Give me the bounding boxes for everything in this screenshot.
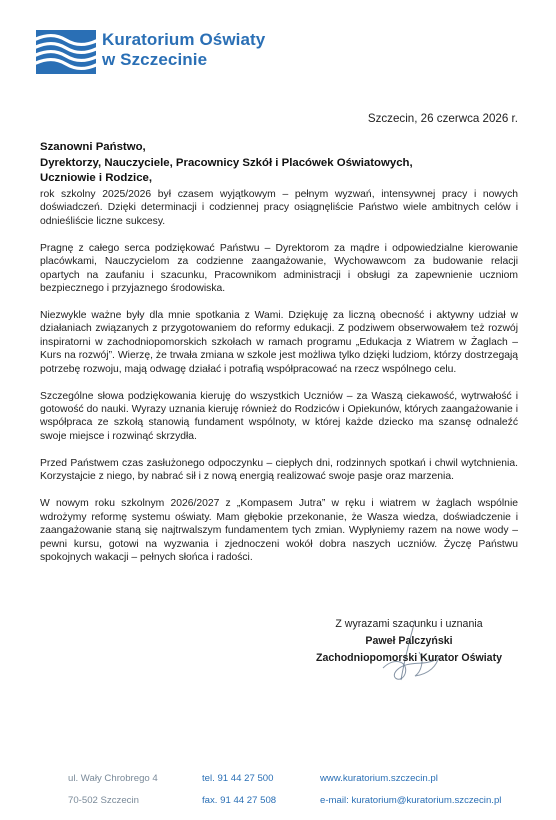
signatory-title: Zachodniopomorski Kurator Oświaty [315, 652, 502, 664]
body-paragraph: W nowym roku szkolnym 2026/2027 z „Kompasem Jutra” w ręku i wiatrem w żaglach wspólnie wdrożymy reformę systemu oświaty. Mam głębokie przekonanie, że Wasza wiedza, doświadczenie i zaangażowanie staną się najtrwalszym fundamentem tych zmian. Wypłyniemy razem na nowe wody – pewni kursu, gotowi na wyzwania i zjednoczeni wokół dobra naszych uczniów. Życzę Państwu spokojnych wakacji – pełnych słońca i radości. [40, 498, 518, 563]
footer-address [68, 768, 158, 812]
salutation-line: Dyrektorzy, Nauczyciele, Pracownicy Szkół i Placówek Oświatowych, [40, 156, 413, 169]
footer-online [320, 768, 501, 812]
body-paragraph: Przed Państwem czas zasłużonego odpoczynku – ciepłych dni, rodzinnych spotkań i chwil wytchnienia. Korzystajcie z niego, by nabrać sił i z nową energią realizować swoje pasje oraz marzenia. [40, 457, 518, 483]
phone-number[interactable]: tel. 91 44 27 500 [202, 773, 274, 784]
footer-phones [202, 768, 276, 812]
email-link[interactable]: e-mail: kuratorium@kuratorium.szczecin.pl [320, 795, 502, 806]
body-paragraph: Szczególne słowa podziękowania kieruję do wszystkich Uczniów – za Waszą ciekawość, wytrwałość i gotowość do nauki. Wyrazy uznania kieruję również do Rodziców i Opiekunów, których zaangażowanie i współpraca ze szkołą stanowią fundament wspólnoty, w której każde dziecko ma szansę odnaleźć swoje miejsce i rozwinąć skrzydła. [40, 390, 518, 442]
kuratorium-logo [36, 30, 96, 74]
closing-block [300, 616, 518, 667]
organization-name-line2: w Szczecinie [102, 50, 208, 69]
salutation-line: Szanowni Państwo, [40, 141, 146, 153]
letter-body [40, 188, 518, 578]
organization-name-line1: Kuratorium Oświaty [102, 30, 266, 49]
salutation [40, 140, 413, 187]
organization-name [102, 30, 265, 70]
website-link[interactable]: www.kuratorium.szczecin.pl [320, 773, 438, 784]
address-street: ul. Wały Chrobrego 4 [68, 773, 158, 784]
salutation-line: Uczniowie i Rodzice, [40, 172, 153, 184]
fax-number: fax. 91 44 27 508 [202, 795, 277, 806]
body-paragraph: Niezwykle ważne były dla mnie spotkania z Wami. Dziękuję za liczną obecność i aktywny udział w działaniach związanych z przygotowaniem do reformy edukacji. Z podziwem obserwowałem też rozwój inspiratorni w zachodniopomorskich szkołach w ramach programu „Edukacja z Wiatrem w Żaglach – Kurs na rozwój”. Wierzę, że trwała zmiana w szkole jest możliwa tylko dzięki ludziom, którzy dostrzegają potrzebę rozwoju, mają odwagę działać i potrafią współpracować na rzecz wspólnego celu. [40, 310, 518, 375]
signatory-name: Paweł Palczyński [365, 635, 453, 647]
body-paragraph: Pragnę z całego serca podziękować Państwu – Dyrektorom za mądre i odpowiedzialne kierowanie placówkami, Nauczycielom za codzienne zaangażowanie, Wychowawcom za budowanie relacji opartych na zaufaniu i szacunku, Pracownikom administracji i obsługi za zapewnienie uczniom bezpiecznego i przyjaznego środowiska. [40, 242, 518, 295]
closing-line: Z wyrazami szacunku i uznania [335, 618, 483, 630]
body-paragraph: rok szkolny 2025/2026 był czasem wyjątkowym – pełnym wyzwań, intensywnej pracy i nowych doświadczeń. Dzięki determinacji i codziennej pracy osiągnęliście Państwo wiele ambitnych celów i odnieśliście liczne sukcesy. [40, 189, 518, 227]
address-city: 70-502 Szczecin [68, 795, 139, 806]
letter-date: Szczecin, 26 czerwca 2026 r. [367, 112, 518, 125]
